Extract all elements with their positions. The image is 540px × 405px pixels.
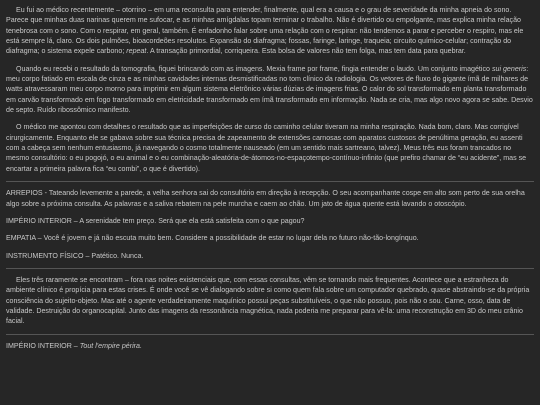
- dialogue-text: – Você é jovem e já não escuta muito bem. Considere a possibilidade de estar no lugar dela no futuro não-tão-longínquo.: [35, 234, 419, 243]
- speaker-tag: EMPATIA: [6, 234, 36, 243]
- dialogue-line-arrepios: [6, 188, 534, 209]
- paragraph-medico: [6, 122, 534, 174]
- emphasis-text: repeat: [126, 47, 147, 56]
- dialogue-separator: –: [71, 341, 80, 350]
- paragraph-apneia: [6, 5, 534, 57]
- paragraph-text: Eu fui ao médico recentemente – otorrino – em uma reconsulta para entender, finalmente, qual era a causa e o grau de severidade da minha apneia do sono. Parece que minhas duas narinas querem me sufocar, e as minhas amígdalas topam terminar o trabalho. Não é divertido ou empolgante, mas explica minha relação tenebrosa com o sono. Com o respirar, em geral, também. É enfadonho falar sobre uma relação com o respirar: não tendemos a parar e perceber o respiro, mas ele está sempre lá, claro. Os dois pulmões, bioacordeões resolutos. Expansão do diafragma; fossas, faringe, laringe, traqueia; circuito químico-celular; contração do diafragma; o sistema expele carbono;: [6, 6, 524, 56]
- speaker-tag: ARREPIOS: [6, 189, 43, 198]
- dialogue-line-imperio: [6, 216, 534, 226]
- paragraph-tomografia: [6, 64, 534, 116]
- dialogue-line-empatia: [6, 233, 534, 243]
- speaker-tag: INSTRUMENTO FÍSICO: [6, 251, 84, 260]
- speaker-tag: IMPÉRIO INTERIOR: [6, 216, 72, 225]
- paragraph-text: O médico me apontou com detalhes o resultado que as imperfeições de curso do caminho celular tiveram na minha respiração. Nada bom, claro. Mas corrigível cirurgicamente. Enquanto ele se gabava sobre sua técnica precisa de zapeamento de extensões carnosas com aparatos custosos de penúltima geração, eu assenti com a cabeça sem nenhum entusiasmo, já navegando o cosmo totalmente nauseado (em um sentido mais sartreano, talvez). Meus três eus foram trancados no mesmo consultório: o eu pogojó, o eu animal e o eu combinação-aleatória-de-átomos-no-espaçotempo-contínuo-infinito (que prefiro chamar de “eu acidente”, mas se encartar a primeira palavra fica “eu combi”, o que é divertido).: [6, 123, 527, 173]
- dialogue-text: - Tateando levemente a parede, a velha senhora sai do consultório em direção à recepção. O seu acompanhante cospe em alto som perto de sua orelha algo sobre a próxima consulta. As palavras e a saliva rebatem na pele murcha e caem ao chão. Um jato de água quente está lavando o otoscópio.: [6, 189, 525, 208]
- dialogue-text: – Patético. Nunca.: [83, 251, 144, 260]
- speaker-tag: IMPÉRIO INTERIOR: [6, 341, 72, 350]
- dialogue-line-final: [6, 341, 534, 351]
- divider: [6, 268, 534, 269]
- paragraph-encontros: Eles três raramente se encontram – fora nas noites existenciais que, com essas consultas, vêm se tornando mais frequentes. Acontece que a estranheza do ambiente clínico é propícia para estas crises. É onde você se vê dialogando sobre si como quem fala sobre um computador quebrado, quase abstraindo-se da própria consciência do sujeito-objeto. Mas até o agente verdadeiramente maquínico possui peças substituíveis, o que não possuo, pois não o sou. Carne, osso, data de validade. Destruição do organocapital. Junto das imagens da ressonância magnética, nada poderia me preparar para vê-la: uma reconstrução em 3D do meu crânio facial.: [6, 275, 530, 326]
- divider: [6, 181, 534, 182]
- emphasis-text: Tout l'empire périra.: [79, 341, 142, 350]
- paragraph-text: . A transação primordial, corriqueira. Esta bolsa de valores não tem folga, mas tem data para quebrar.: [146, 47, 466, 56]
- paragraph-text: : meu corpo fatiado em escala de cinza e as minhas cavidades internas desmistificadas no tom clínico da radiologia. Os vetores de fluxo do gigante ímã de milhares de watts atravessaram meu corpo morno para imprimir em algum sistema eletrônico várias dúzias de imagens frias. O calor do sol transformado em planta transformado em carvão transformado em fogo transformado em eletricidade transformado em ímã transformado em informação. Nada se cria, mas algo novo agora se sabe. Desvio de septo. Ruído ribossômico manifesto.: [6, 64, 533, 115]
- emphasis-text: sui generis: [491, 64, 527, 73]
- divider: [6, 334, 534, 335]
- dialogue-line-instrumento: [6, 251, 534, 261]
- paragraph-text: Quando eu recebi o resultado da tomografia, fiquei brincando com as imagens. Mexia frame por frame, fingia entender o laudo. Um conjunto imagético: [16, 64, 492, 73]
- dialogue-text: – A serenidade tem preço. Será que ela está satisfeita com o que pagou?: [71, 216, 305, 225]
